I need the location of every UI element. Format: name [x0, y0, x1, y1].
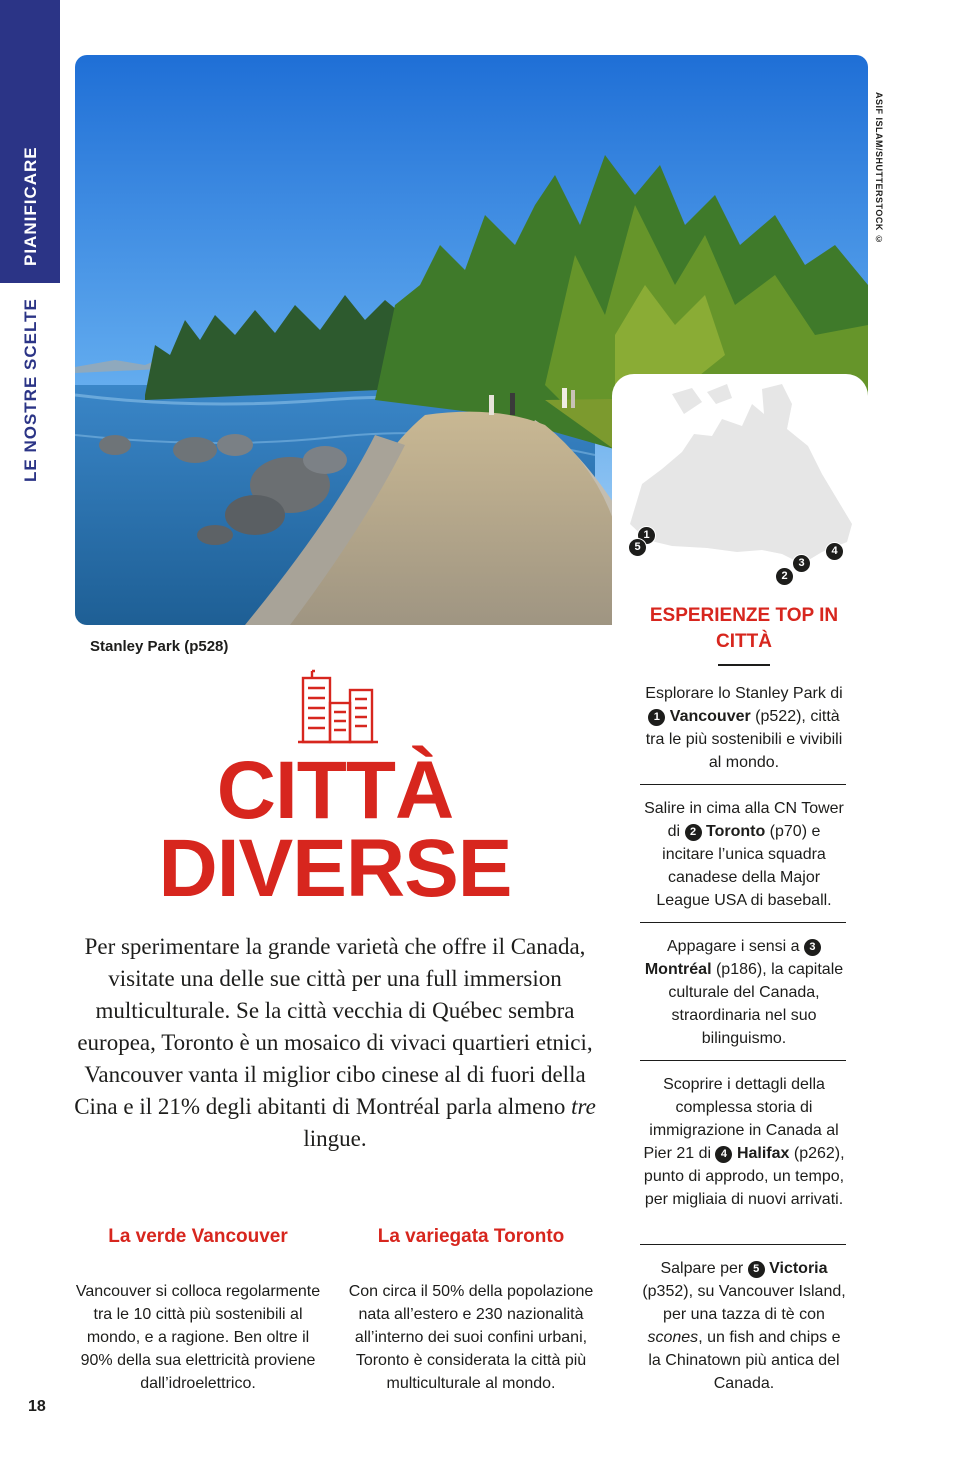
- item-text: Esplorare lo Stanley Park di: [645, 685, 843, 702]
- intro-paragraph: [70, 931, 600, 1155]
- canada-map: [612, 374, 868, 626]
- divider: [640, 784, 846, 785]
- number-badge: 5: [748, 1261, 765, 1278]
- item-text: (p70) e incitare l’unica squadra canadese della Major League USA di baseball.: [656, 823, 832, 909]
- item-place: Montréal: [644, 961, 712, 978]
- number-badge: 1: [648, 709, 665, 726]
- item-place: Vancouver: [669, 708, 751, 725]
- divider: [640, 922, 846, 923]
- experience-item: [640, 682, 848, 774]
- item-text: , un fish and chips e la Chinatown più antica del Canada.: [648, 1329, 841, 1392]
- title-line-2: DIVERSE: [158, 823, 512, 914]
- item-text: Salire in cima alla CN Tower di: [644, 800, 844, 840]
- number-badge: 3: [804, 939, 821, 956]
- map-marker: 4: [825, 542, 844, 561]
- number-badge: 4: [715, 1146, 732, 1163]
- experience-item: [640, 797, 848, 912]
- map-marker: 1: [637, 526, 656, 545]
- map-marker: 5: [628, 538, 647, 557]
- item-text: Salpare per: [660, 1260, 744, 1277]
- title-line-1: CITTÀ: [216, 745, 454, 836]
- experience-item: [640, 1257, 848, 1395]
- subsection-label: LE NOSTRE SCELTE: [21, 298, 40, 482]
- item-text: (p352), su Vancouver Island, per una tazza di tè con: [642, 1283, 846, 1323]
- intro-text-before: Per sperimentare la grande varietà che offre il Canada, visitate una delle sue città per una full immersion multiculturale. Se la città vecchia di Québec sembra europea, Toronto è un mosaico di vivaci quartieri etnici, Vancouver vanta il miglior cibo cinese al di fuori della Cina e il 21% degli abitanti di Montréal parla almeno: [74, 934, 593, 1119]
- page-number: 18: [28, 1398, 46, 1415]
- photo-credit: ASIF ISLAM/SHUTTERSTOCK ©: [874, 92, 884, 245]
- section-label: PIANIFICARE: [21, 146, 40, 266]
- map-marker: 2: [775, 567, 794, 586]
- experience-item: [640, 935, 848, 1050]
- experiences-heading: ESPERIENZE TOP IN CITTÀ: [649, 605, 839, 652]
- item-text: Appagare i sensi a: [667, 938, 800, 955]
- item-emphasis: scones: [647, 1329, 699, 1346]
- divider: [640, 1244, 846, 1245]
- column-body-toronto: Con circa il 50% della popolazione nata all’estero e 230 nazionalità all’interno dei suoi confini urbani, Toronto è considerata la città più multiculturale al mondo.: [348, 1283, 594, 1392]
- heading-rule: [718, 664, 770, 666]
- item-place: Halifax: [736, 1145, 790, 1162]
- city-buildings-icon: [298, 668, 378, 749]
- item-text: (p522), città tra le più sostenibili e vivibili al mondo.: [645, 708, 843, 771]
- intro-text-after: lingue.: [303, 1126, 367, 1151]
- column-heading-vancouver: La verde Vancouver: [108, 1226, 288, 1247]
- photo-caption: Stanley Park (p528): [90, 638, 229, 655]
- number-badge: 2: [685, 824, 702, 841]
- item-place: Toronto: [705, 823, 766, 840]
- item-text: Scoprire i dettagli della complessa storia di immigrazione in Canada al Pier 21 di: [643, 1076, 839, 1162]
- intro-emphasis: tre: [571, 1094, 596, 1119]
- column-body-vancouver: Vancouver si colloca regolarmente tra le 10 città più sostenibili al mondo, e a ragione. Ben oltre il 90% della sua elettricità proviene dall’idroelettrico.: [75, 1283, 321, 1392]
- item-place: Victoria: [769, 1260, 828, 1277]
- map-marker: 3: [792, 554, 811, 573]
- column-heading-toronto: La variegata Toronto: [377, 1226, 565, 1247]
- divider: [640, 1060, 846, 1061]
- experience-item: [640, 1073, 848, 1211]
- item-text: (p186), la capitale culturale del Canada, straordinaria nel suo bilinguismo.: [668, 961, 844, 1047]
- page-title: [120, 745, 550, 914]
- item-text: (p262), punto di approdo, un tempo, per migliaia di nuovi arrivati.: [643, 1145, 845, 1208]
